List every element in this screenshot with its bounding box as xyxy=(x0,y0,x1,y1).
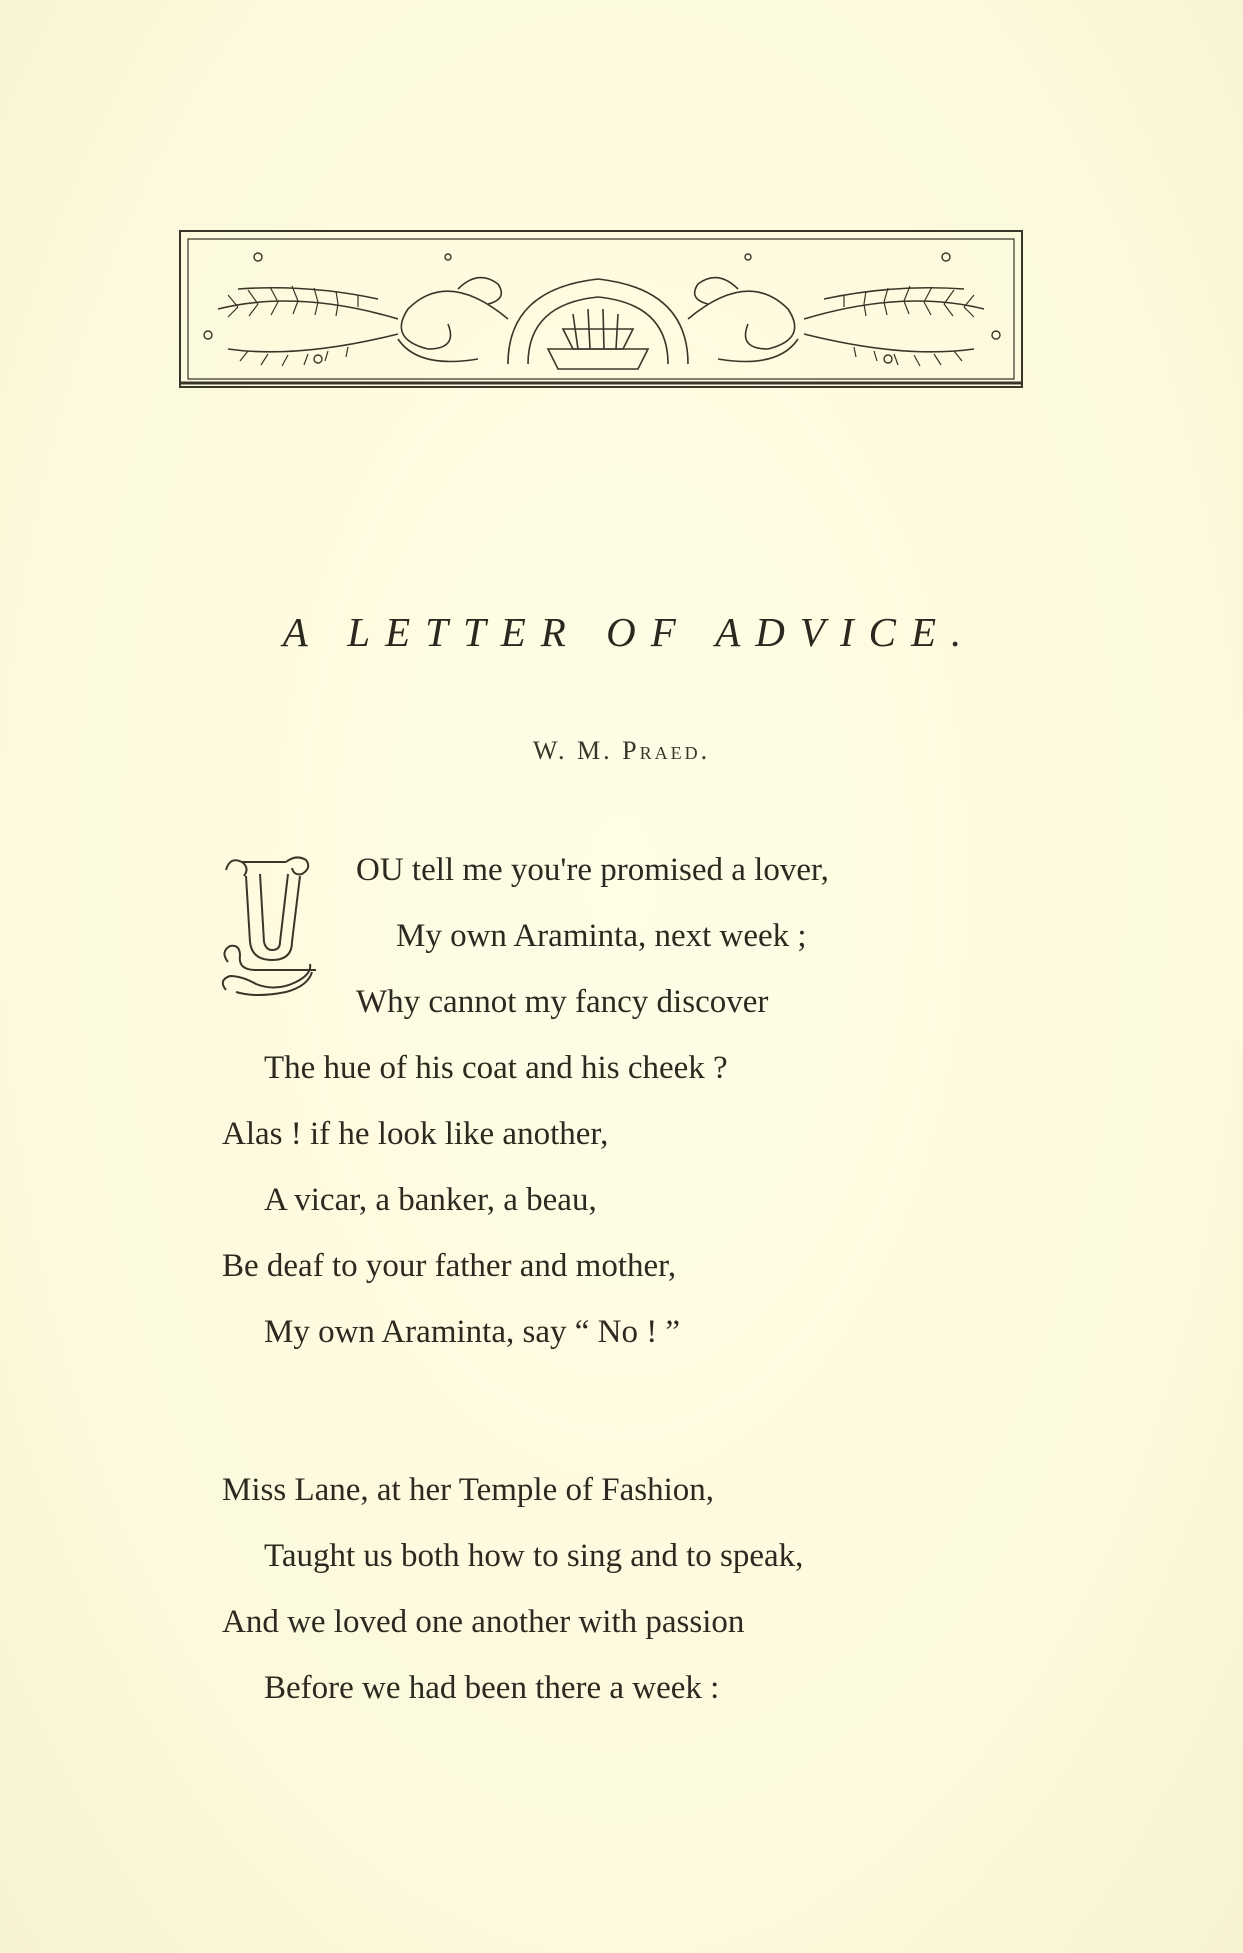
verse-line-3: Why cannot my fancy discover xyxy=(356,984,769,1020)
verse-line-4: The hue of his coat and his cheek ? xyxy=(264,1050,728,1086)
author-name: W. M. Praed. xyxy=(532,736,711,765)
verse-line-5: Alas ! if he look like another, xyxy=(222,1116,609,1152)
dropcap-y xyxy=(216,852,328,1002)
verse-line-7: Be deaf to your father and mother, xyxy=(222,1248,677,1284)
ornamental-headpiece xyxy=(178,229,1024,389)
verse-line-8: My own Araminta, say “ No ! ” xyxy=(264,1314,681,1350)
verse-line-2: My own Araminta, next week ; xyxy=(396,918,807,954)
verse-line-1: OU tell me you're promised a lover, xyxy=(356,852,829,888)
poem-author xyxy=(0,736,1243,766)
verse-line-10: Taught us both how to sing and to speak, xyxy=(264,1538,804,1574)
verse-line-11: And we loved one another with passion xyxy=(222,1604,745,1640)
poem-title: A LETTER OF ADVICE. xyxy=(282,609,977,655)
verse-line-12: Before we had been there a week : xyxy=(264,1670,720,1706)
verse-line-9: Miss Lane, at her Temple of Fashion, xyxy=(222,1472,714,1508)
verse-line-6: A vicar, a banker, a beau, xyxy=(264,1182,597,1218)
